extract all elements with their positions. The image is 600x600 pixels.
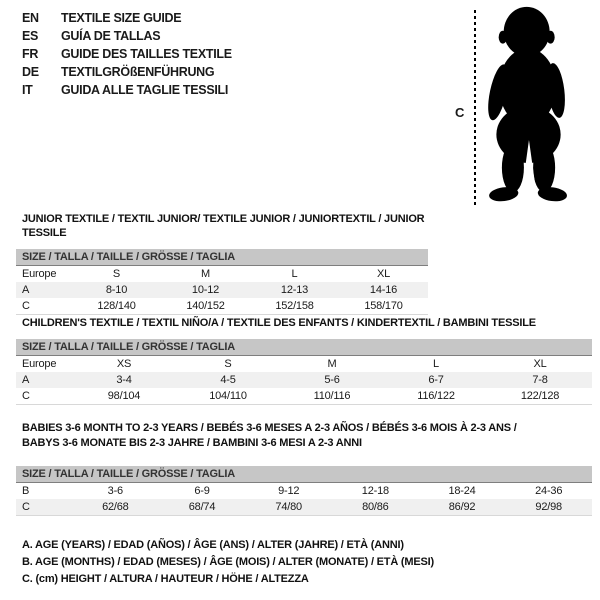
language-code: IT: [22, 83, 33, 97]
table-cell: 122/128: [520, 390, 560, 402]
language-code: EN: [22, 11, 39, 25]
table-cell: 152/158: [275, 300, 314, 312]
table-cell: 6-7: [428, 374, 444, 386]
table-cell: 14-16: [369, 284, 398, 296]
table-cell: L: [433, 358, 439, 370]
table-cell: 62/68: [102, 501, 129, 513]
footnote-line: B. AGE (MONTHS) / EDAD (MESES) / ÂGE (MOIS) / ALTER (MONATE) / ETÀ (MESI): [22, 556, 434, 568]
table-cell: 80/86: [362, 501, 389, 513]
table-cell: 92/98: [535, 501, 562, 513]
language-row: [22, 27, 232, 45]
height-measure-label: C: [455, 105, 465, 120]
section-babies-textile: [16, 421, 592, 516]
table-cell: 12-18: [361, 485, 389, 497]
language-label: GUIDE DES TAILLES TEXTILE: [61, 47, 232, 61]
language-row: [22, 45, 232, 63]
table-cell: 4-5: [220, 374, 236, 386]
table-cell: 104/110: [209, 390, 247, 402]
table-cell: 86/92: [448, 501, 476, 513]
language-list: [22, 9, 232, 99]
table-cell: 9-12: [278, 485, 300, 497]
table-row: [16, 266, 428, 282]
size-header-bar: SIZE / TALLA / TAILLE / GRÖSSE / TAGLIA: [16, 249, 428, 266]
row-label: C: [22, 501, 30, 513]
row-label: C: [22, 390, 30, 402]
size-table: [16, 466, 592, 516]
language-label: TEXTILE SIZE GUIDE: [61, 11, 182, 25]
table-title-line: BABYS 3-6 MONATE BIS 2-3 JAHRE / BAMBINI 3-6 MESI A 2-3 ANNI: [22, 437, 362, 449]
table-cell: XL: [533, 358, 547, 370]
table-cell: 128/140: [97, 300, 136, 312]
row-label: Europe: [22, 358, 57, 370]
size-table: [16, 339, 592, 405]
table-cell: 3-4: [116, 374, 132, 386]
language-label: GUÍA DE TALLAS: [61, 29, 161, 43]
language-label: TEXTILGRÖßENFÜHRUNG: [61, 65, 215, 79]
table-cell: 98/104: [107, 390, 141, 402]
section-childrens-textile: [16, 316, 592, 405]
table-cell: S: [224, 358, 232, 370]
row-label: Europe: [22, 268, 57, 280]
table-row: [16, 356, 592, 372]
size-header-bar: SIZE / TALLA / TAILLE / GRÖSSE / TAGLIA: [16, 339, 592, 356]
table-row: [16, 499, 592, 515]
table-cell: 140/152: [186, 300, 225, 312]
language-row: [22, 9, 232, 27]
table-cell: 18-24: [448, 485, 476, 497]
table-cell: M: [201, 268, 210, 280]
table-cell: 110/116: [313, 390, 351, 402]
footnote-line: A. AGE (YEARS) / EDAD (AÑOS) / ÂGE (ANS) / ALTER (JAHRE) / ETÀ (ANNI): [22, 539, 404, 551]
language-code: DE: [22, 65, 39, 79]
table-cell: 7-8: [532, 374, 548, 386]
table-title: [22, 212, 428, 240]
footnotes: [22, 537, 434, 588]
table-cell: 10-12: [191, 284, 220, 296]
size-header-bar: SIZE / TALLA / TAILLE / GRÖSSE / TAGLIA: [16, 466, 592, 483]
table-title-line: CHILDREN'S TEXTILE / TEXTIL NIÑO/A / TEXTILE DES ENFANTS / KINDERTEXTIL / BAMBINI TESSILE: [22, 317, 536, 329]
language-row: [22, 63, 232, 81]
language-code: ES: [22, 29, 39, 43]
footnote-line: C. (cm) HEIGHT / ALTURA / HAUTEUR / HÖHE / ALTEZZA: [22, 573, 309, 585]
table-row: [16, 483, 592, 499]
language-row: [22, 81, 232, 99]
table-row: [16, 388, 592, 404]
height-measure-line: [474, 10, 476, 208]
table-cell: M: [327, 358, 337, 370]
table-title-line: JUNIOR TEXTILE / TEXTIL JUNIOR/ TEXTILE JUNIOR / JUNIORTEXTIL / JUNIOR TESSILE: [22, 213, 425, 239]
table-cell: 5-6: [324, 374, 340, 386]
table-cell: 3-6: [107, 485, 123, 497]
table-cell: XS: [116, 358, 132, 370]
table-cell: S: [112, 268, 121, 280]
table-cell: 68/74: [188, 501, 216, 513]
table-title: [22, 316, 592, 330]
table-row: [16, 282, 428, 298]
table-cell: 74/80: [275, 501, 302, 513]
row-label: A: [22, 374, 30, 386]
row-label: A: [22, 284, 30, 296]
language-code: FR: [22, 47, 39, 61]
table-title-line: BABIES 3-6 MONTH TO 2-3 YEARS / BEBÉS 3-6 MESES A 2-3 AÑOS / BÉBÉS 3-6 MOIS À 2-3 ANS /: [22, 422, 517, 434]
table-cell: 116/122: [417, 390, 455, 402]
size-table: [16, 249, 428, 315]
baby-silhouette-icon: [477, 6, 569, 208]
table-row: [16, 372, 592, 388]
table-cell: 158/170: [364, 300, 403, 312]
table-row: [16, 298, 428, 314]
row-label: B: [22, 485, 30, 497]
language-label: GUIDA ALLE TAGLIE TESSILI: [61, 83, 229, 97]
table-cell: 12-13: [280, 284, 309, 296]
table-cell: L: [291, 268, 298, 280]
table-cell: XL: [376, 268, 391, 280]
table-cell: 24-36: [535, 485, 563, 497]
table-cell: 6-9: [194, 485, 210, 497]
table-cell: 8-10: [105, 284, 128, 296]
table-title: [22, 421, 592, 451]
section-junior-textile: [16, 212, 428, 315]
row-label: C: [22, 300, 30, 312]
